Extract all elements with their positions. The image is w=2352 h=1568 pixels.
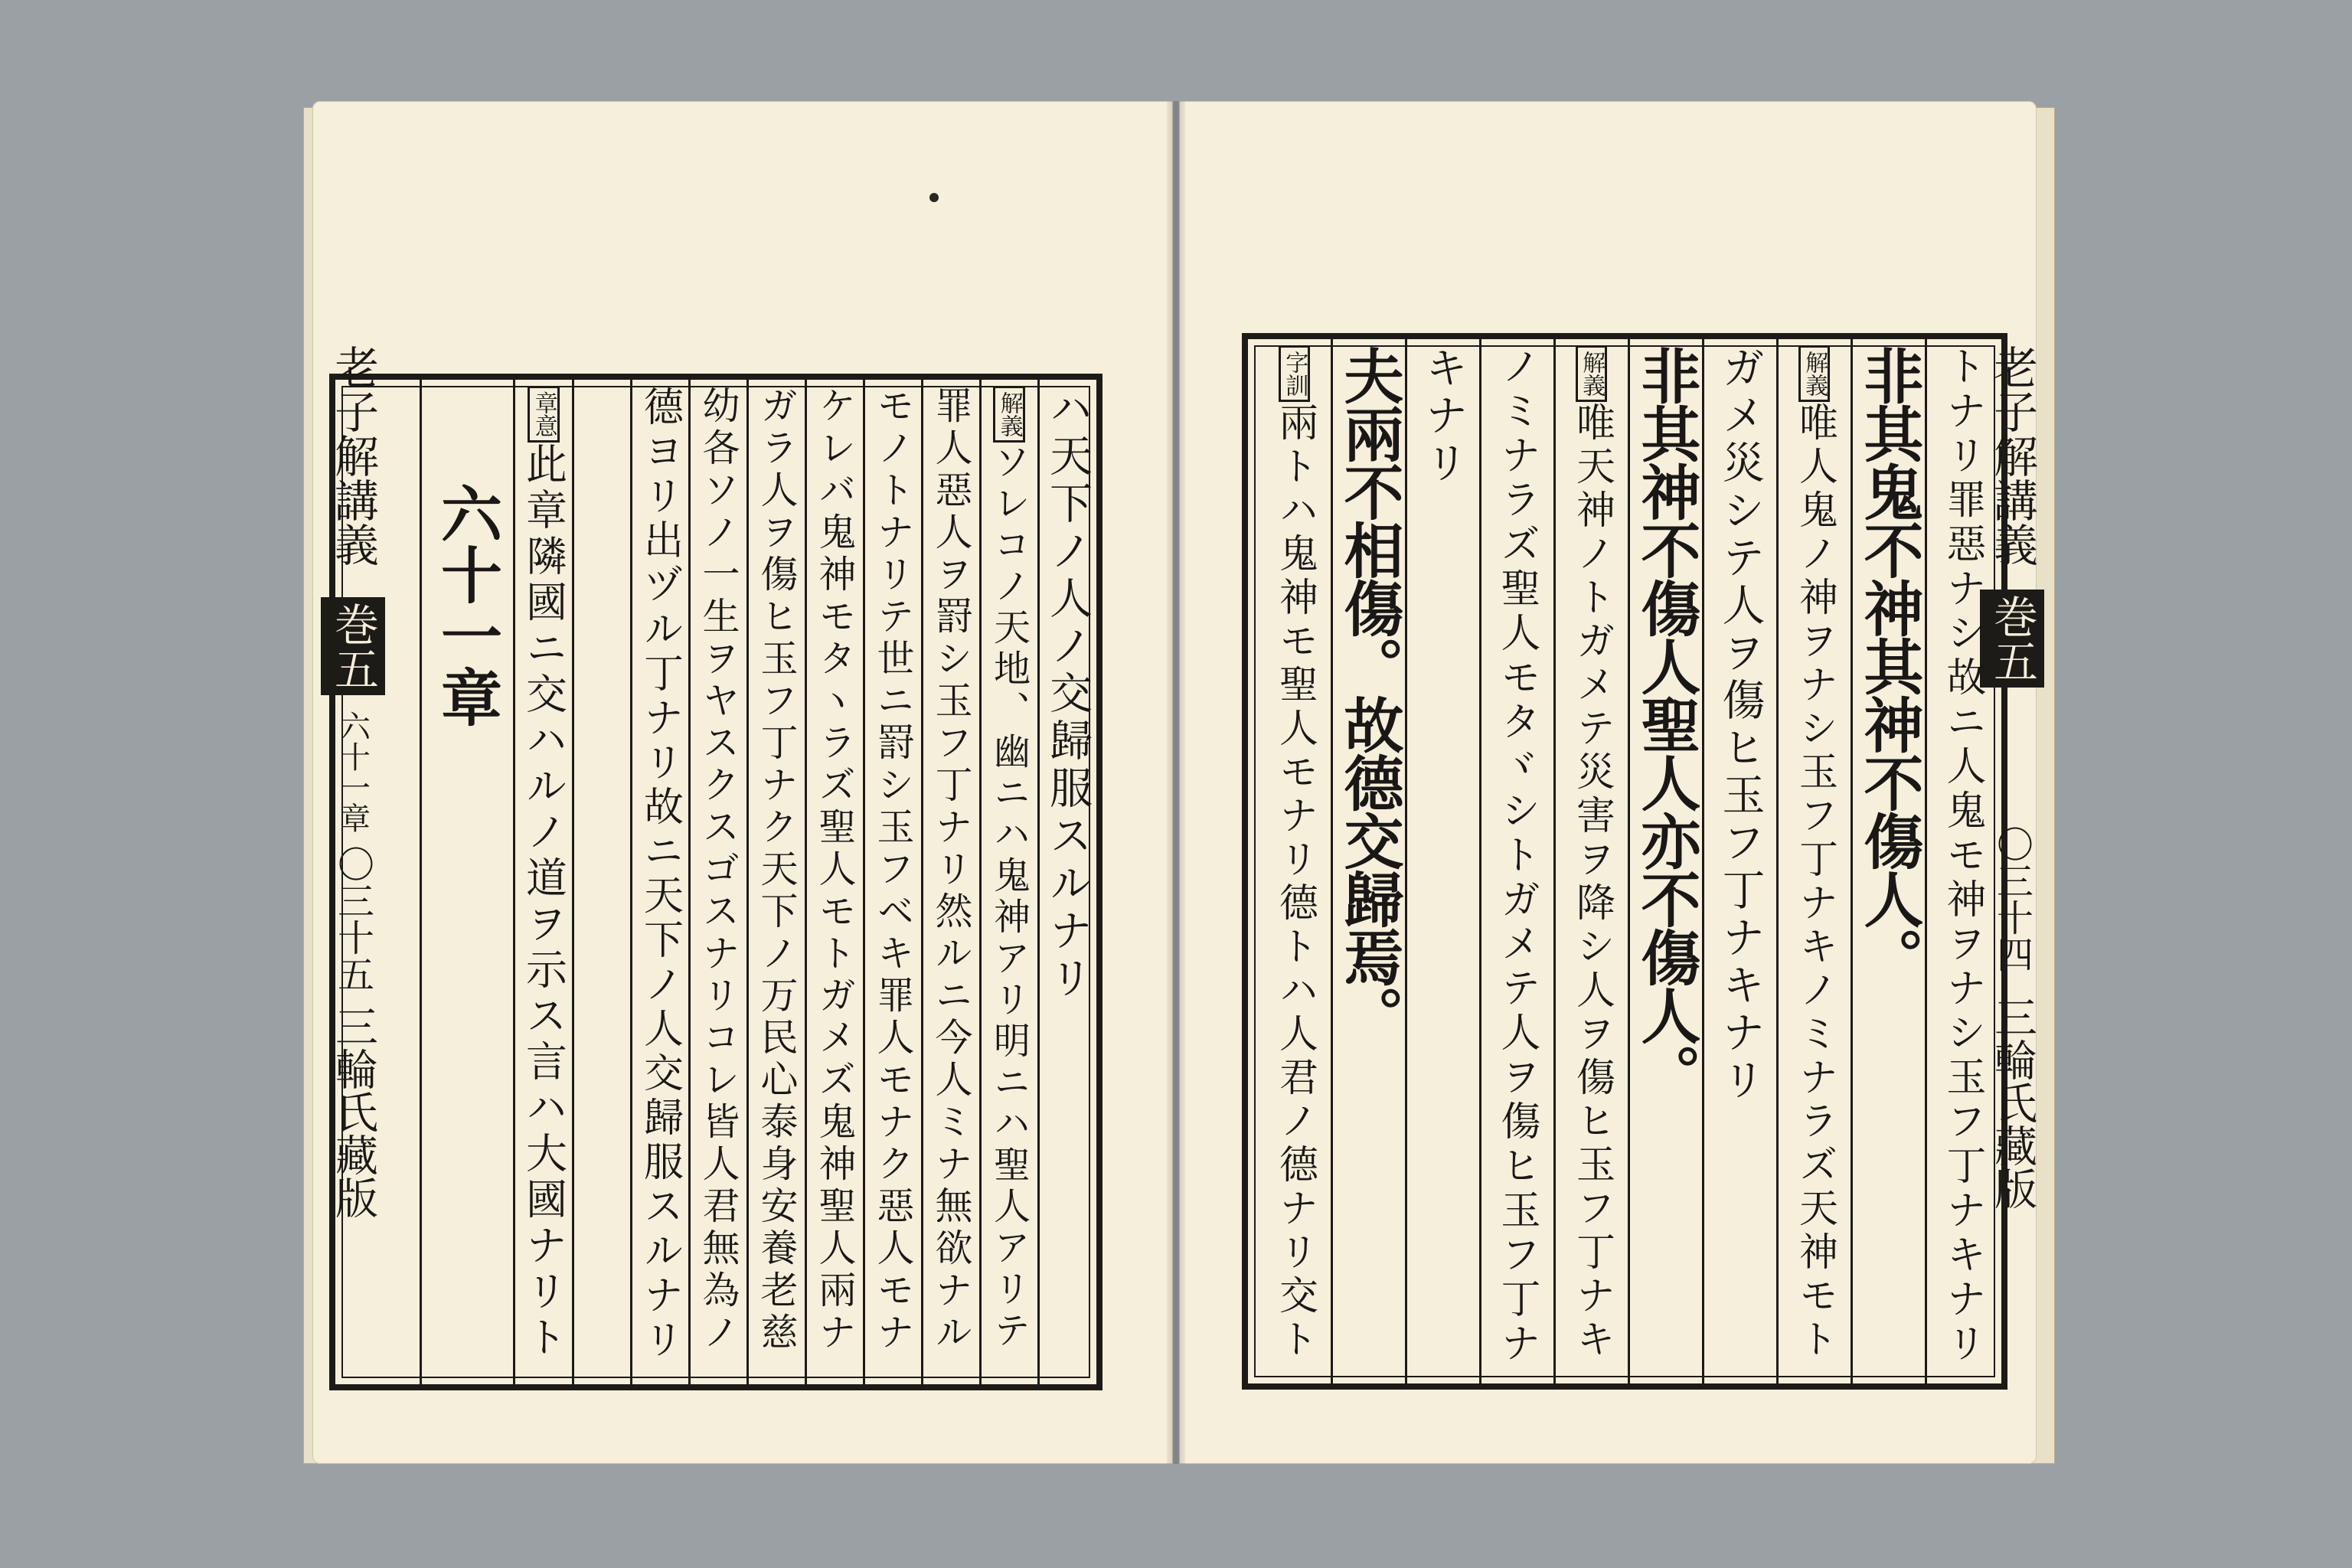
classical-text: 非其鬼不神其神不傷人。 bbox=[1854, 345, 1924, 985]
right-volume: 巻五 bbox=[1980, 590, 2044, 688]
commentary-text: ケレバ鬼神モタヽラズ聖人モトガメズ鬼神聖人兩ナ bbox=[813, 386, 857, 1354]
annotation-tag: 解義 bbox=[993, 386, 1025, 443]
commentary-text: ソレコノ天地、幽ニハ鬼神アリ明ニハ聖人アリテ bbox=[987, 443, 1031, 1352]
commentary-text: 德ヨリ出ヅル丁ナリ故ニ天下ノ人交歸服スルナリ bbox=[636, 386, 683, 1363]
text-column bbox=[980, 386, 1038, 1378]
book-gutter bbox=[1167, 101, 1185, 1464]
text-column bbox=[1554, 345, 1628, 1377]
text-column bbox=[1406, 345, 1480, 1377]
text-column bbox=[1777, 345, 1851, 1377]
left-margin-column bbox=[326, 337, 380, 1393]
left-chapter-ref: 六十一章 bbox=[335, 710, 371, 833]
text-column bbox=[747, 386, 805, 1378]
commentary-text: 唯天神ノトガメテ災害ヲ降シ人ヲ傷ヒ玉フ丁ナキ bbox=[1569, 402, 1615, 1362]
annotation-tag: 解義 bbox=[1576, 345, 1608, 402]
commentary-text: ガラ人ヲ傷ヒ玉フ丁ナク天下ノ万民心泰身安養老慈 bbox=[755, 386, 799, 1354]
classical-text: 非其神不傷人聖人亦不傷人。 bbox=[1631, 345, 1701, 1102]
commentary-text: ハ天下ノ人ノ交歸服スルナリ bbox=[1043, 386, 1093, 1003]
ink-speck bbox=[929, 193, 939, 202]
text-column bbox=[573, 386, 631, 1378]
left-publisher: 三輪氏藏版 bbox=[328, 1004, 378, 1219]
left-chapter-heading-col bbox=[429, 390, 505, 1378]
annotation-tag: 字訓 bbox=[1279, 345, 1311, 402]
text-column bbox=[805, 386, 864, 1378]
commentary-text: 兩トハ鬼神モ聖人モナリ德トハ人君ノ德ナリ交ト bbox=[1272, 402, 1318, 1362]
left-running-title: 老子解講義 bbox=[327, 345, 379, 567]
commentary-text: ガメ災シテ人ヲ傷ヒ玉フ丁ナキナリ bbox=[1715, 345, 1766, 1105]
right-publisher: 三輪氏藏版 bbox=[1988, 995, 2037, 1210]
text-column bbox=[1926, 345, 2000, 1377]
commentary-text: モノトナリテ世ニ罸シ玉フベキ罪人モナク惡人モナ bbox=[871, 386, 915, 1354]
left-page-number: 〇三十五 bbox=[331, 845, 374, 992]
classical-text: 夫兩不相傷。故德交歸焉。 bbox=[1334, 345, 1404, 1044]
text-column bbox=[514, 386, 573, 1378]
left-volume: 巻五 bbox=[321, 597, 385, 695]
column-rule bbox=[420, 380, 422, 1384]
text-column bbox=[1851, 345, 1926, 1377]
commentary-text: ノミナラズ聖人モタヾシトガメテ人ヲ傷ヒ玉フ丁ナ bbox=[1494, 345, 1540, 1367]
right-page-number: 〇三十四 bbox=[1990, 825, 2034, 972]
text-column bbox=[1480, 345, 1554, 1377]
text-column bbox=[689, 386, 747, 1378]
text-column bbox=[922, 386, 980, 1378]
text-column bbox=[631, 386, 689, 1378]
text-column bbox=[1038, 386, 1096, 1378]
commentary-text: 此章隣國ニ交ハルノ道ヲ示ス言ハ大國ナリト bbox=[519, 443, 568, 1361]
commentary-text: キナリ bbox=[1418, 345, 1468, 488]
commentary-text: 罪人惡人ヲ罸シ玉フ丁ナリ然ルニ今人ミナ無欲ナル bbox=[929, 386, 973, 1354]
commentary-text: トナリ罪惡ナシ故ニ人鬼モ神ヲナシ玉フ丁ナキナリ bbox=[1939, 345, 1985, 1367]
text-column bbox=[1703, 345, 1777, 1377]
text-column bbox=[864, 386, 922, 1378]
annotation-tag: 章意 bbox=[528, 386, 560, 443]
text-column bbox=[1628, 345, 1703, 1377]
annotation-tag: 解義 bbox=[1798, 345, 1831, 402]
chapter-heading: 六十一章 bbox=[430, 482, 503, 727]
column-rule bbox=[513, 380, 515, 1384]
commentary-text: 唯人鬼ノ神ヲナシ玉フ丁ナキノミナラズ天神モト bbox=[1792, 402, 1838, 1362]
text-column bbox=[1257, 345, 1331, 1377]
right-running-title: 老子解講義 bbox=[1986, 345, 2038, 567]
text-column bbox=[1331, 345, 1406, 1377]
commentary-text: 幼各ソノ一生ヲヤスクスゴスナリコレ皆人君無為ノ bbox=[697, 386, 740, 1354]
